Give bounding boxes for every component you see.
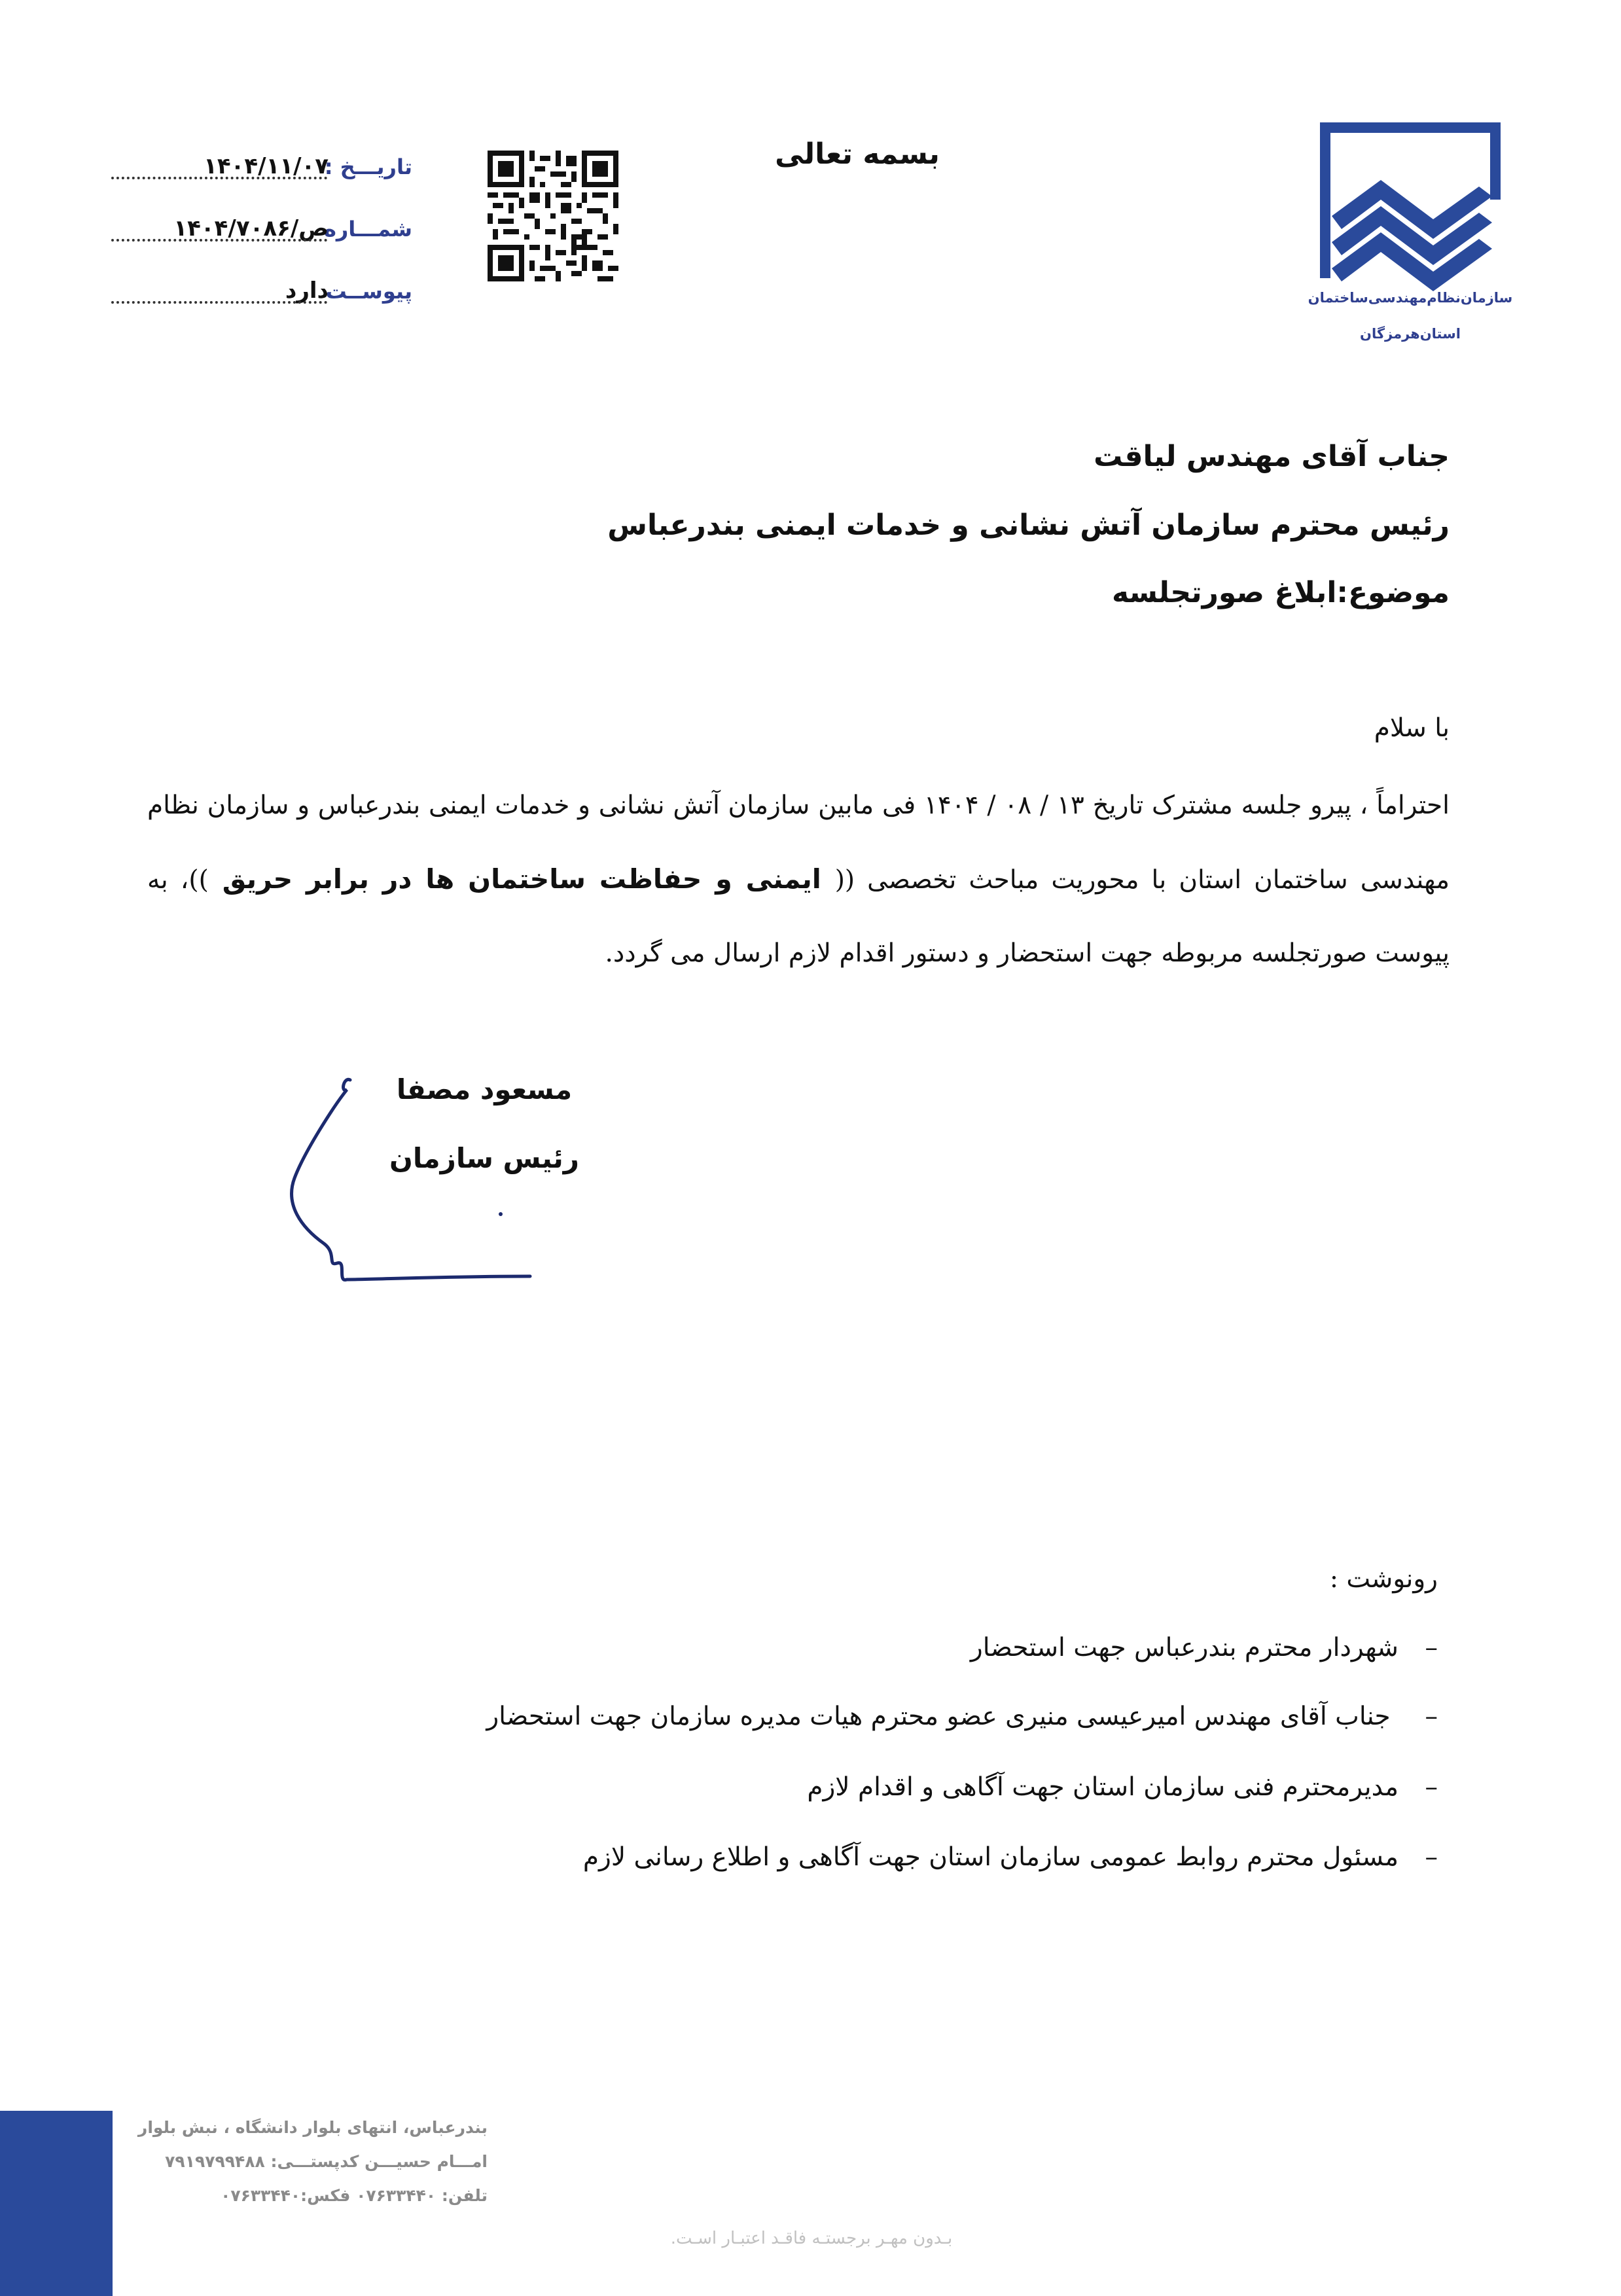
subject-line: موضوع:ابلاغ صورتجلسه xyxy=(1111,576,1450,609)
cc-item xyxy=(971,1633,1438,1662)
qr-code-icon xyxy=(488,151,618,281)
number-label: شمـــاره xyxy=(323,217,412,242)
date-label: تاریـــخ : xyxy=(324,154,412,179)
logo-text-province: استان‌هرمزگان xyxy=(1360,326,1461,342)
attachment-value: دارد xyxy=(285,278,329,304)
date-value: ۱۴۰۴/۱۱/۰۷ xyxy=(204,153,329,179)
number-row xyxy=(111,211,412,274)
footer-accent-bar xyxy=(0,2111,113,2296)
dotted-line xyxy=(111,239,327,242)
cc-item-text: جناب آقای مهندس امیرعیسی منیری عضو محترم هیات مدیره سازمان جهت استحضار xyxy=(486,1702,1398,1731)
logo-text-org: سازمان‌نظام‌مهندسی‌ساختمان xyxy=(1308,290,1513,306)
dash: – xyxy=(1425,1842,1438,1872)
body-text-start: احتراماً ، پیرو جلسه مشترک تاریخ ۱۳ / ۰۸ / ۱۴۰۴ فی مابین سازمان آتش نشانی و خدمات ایمنی بندرعباس و سازمان نظام مهندسی ساختمان استان با محوریت مباحث تخصصی (( xyxy=(147,791,1450,895)
dotted-line xyxy=(111,177,327,179)
date-row xyxy=(111,149,412,211)
dotted-line xyxy=(111,301,327,304)
cc-item xyxy=(486,1702,1438,1731)
body-text-emphasis: ایمنی و حفاظت ساختمان ها در برابر حریق xyxy=(208,863,835,895)
signer-name: مسعود مصفا xyxy=(396,1073,573,1105)
cc-item-text: شهردار محترم بندرعباس جهت استحضار xyxy=(970,1633,1398,1662)
footer-phones: تلفن: ۰۷۶۳۳۴۴۰ فکس:۰۷۶۳۳۴۴۰ xyxy=(221,2186,488,2205)
addressee-title: رئیس محترم سازمان آتش نشانی و خدمات ایمنی بندرعباس xyxy=(607,509,1450,542)
footer-address: بندرعباس، انتهای بلوار دانشگاه ، نبش بلوار xyxy=(137,2118,488,2137)
number-value: ص/۱۴۰۴/۷۰۸۶ xyxy=(173,215,329,242)
cc-title: رونوشت : xyxy=(1329,1564,1438,1594)
greeting: با سلام xyxy=(1374,713,1450,743)
signer-title: رئیس سازمان xyxy=(389,1142,579,1174)
body-paragraph xyxy=(147,769,1450,990)
attachment-label: پیوســت xyxy=(325,279,412,304)
addressee-name: جناب آقای مهندس لیاقت xyxy=(1094,440,1450,473)
footer-contact xyxy=(121,2111,488,2213)
cc-item xyxy=(583,1842,1438,1872)
cc-item xyxy=(807,1772,1438,1802)
cc-item-text: مدیرمحترم فنی سازمان استان جهت آگاهی و اقدام لازم xyxy=(807,1772,1398,1802)
cc-item-text: مسئول محترم روابط عمومی سازمان استان جهت آگاهی و اطلاع رسانی لازم xyxy=(582,1842,1398,1872)
footer-postal: امـــام حسیـــن کدپستـــی: ۷۹۱۹۷۹۹۴۸۸ xyxy=(165,2152,488,2171)
footer-validity-note: بـدون مهـر برجستـه فاقـد اعتبـار اسـت. xyxy=(670,2229,953,2248)
attachment-row xyxy=(111,274,412,336)
dash: – xyxy=(1425,1772,1438,1802)
body-text-end: ))، به پیوست صورتجلسه مربوطه جهت استحضار و دستور اقدام لازم ارسال می گردد. xyxy=(147,865,1450,968)
basmala: بسمه تعالی xyxy=(775,137,940,171)
dash: – xyxy=(1425,1633,1438,1662)
letter-meta xyxy=(111,149,412,336)
dash: – xyxy=(1425,1702,1438,1731)
